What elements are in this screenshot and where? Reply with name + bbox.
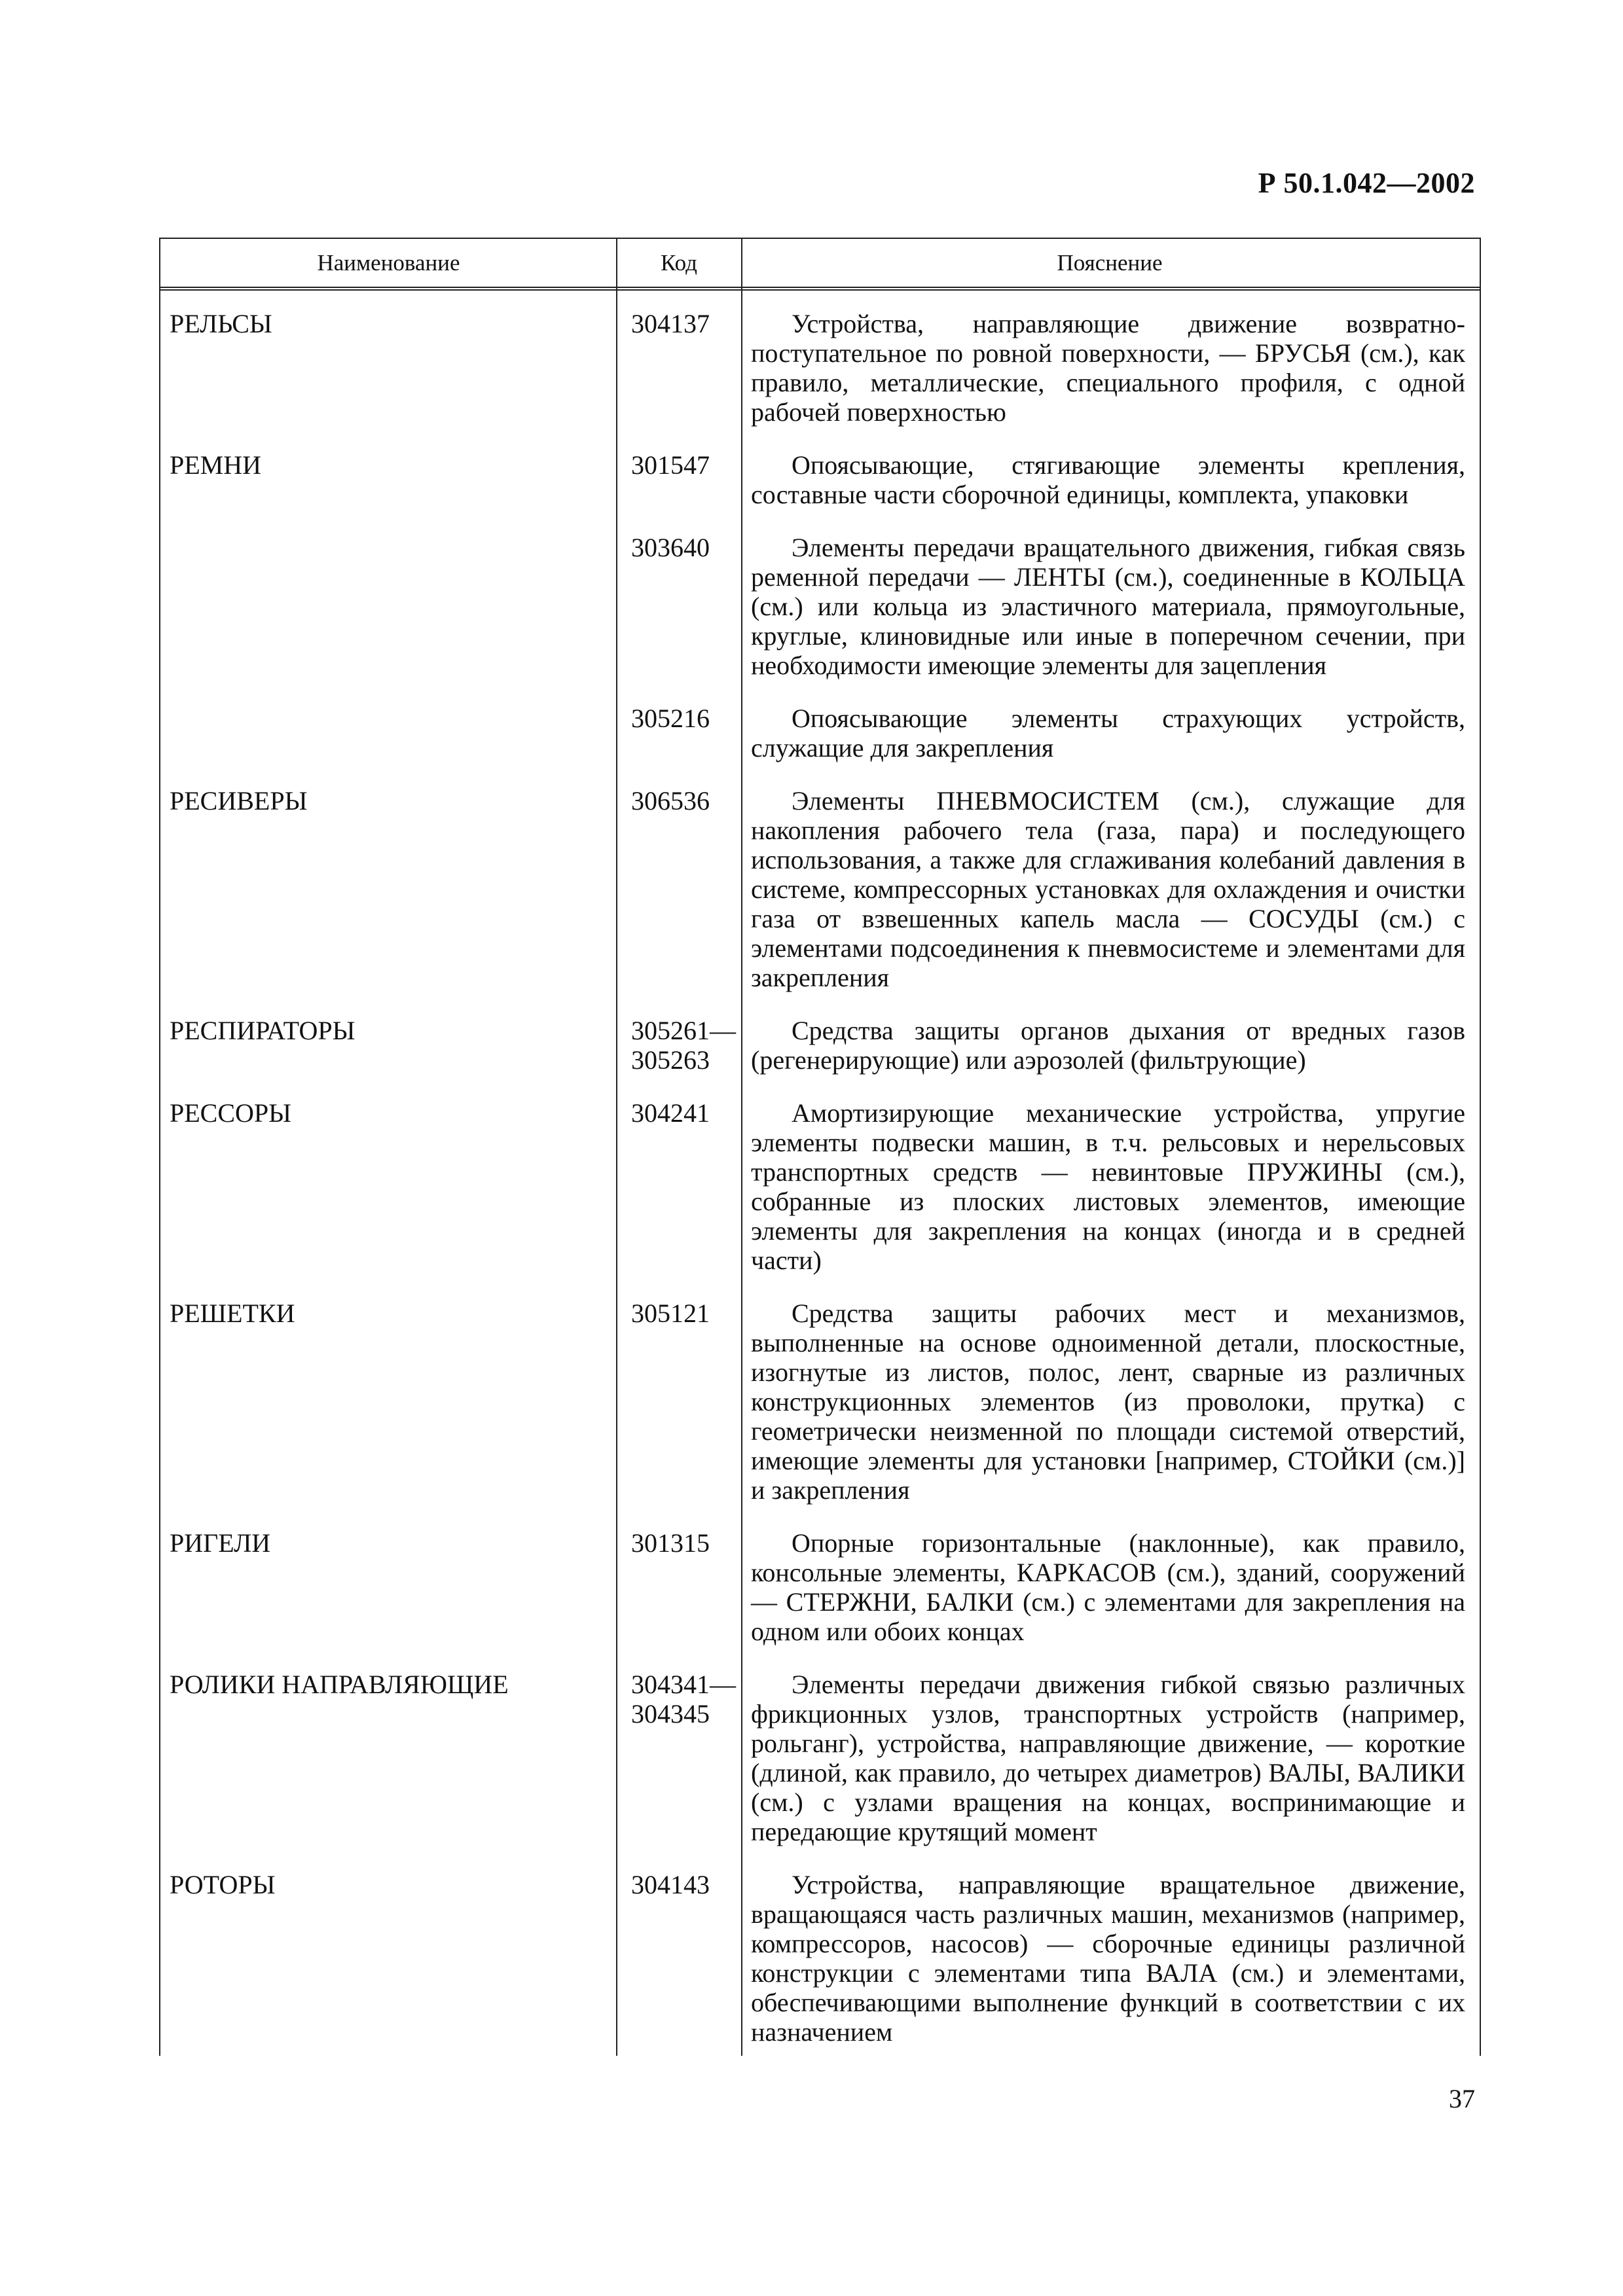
table-header <box>160 239 1480 291</box>
term-explanation: Элементы ПНЕВМОСИСТЕМ (см.), служащие для накопления рабочего тела (газа, пара) и последующего использования, а также для сглаживания колебаний давления в системе, компрессорных установках для охлаждения и очистки газа от взвешенных капель масла — СОСУДЫ (см.) с элементами подсоединения к пневмосистеме и элементами для закрепления <box>751 786 1465 992</box>
term-code: 301547 <box>631 450 710 480</box>
term-name: РИГЕЛИ <box>170 1528 271 1558</box>
term-explanation: Элементы передачи вращательного движения, гибкая связь ременной передачи — ЛЕНТЫ (см.), соединенные в КОЛЬЦА (см.) или кольца из эластичного материала, прямоугольные, круглые, клиновидные или иные в поперечном сечении, при необходимости имеющие элементы для зацепления <box>751 533 1465 680</box>
term-explanation: Опоясывающие, стягивающие элементы крепления, составные части сборочной единицы, комплекта, упаковки <box>751 450 1465 509</box>
table-row <box>160 1075 1480 1275</box>
document-code: Р 50.1.042—2002 <box>1258 167 1475 199</box>
term-explanation: Амортизирующие механические устройства, упругие элементы подвески машин, в т.ч. рельсовых и нерельсовых транспортных средств — невинтовые ПРУЖИНЫ (см.), собранные из плоских листовых элементов, имеющие элементы для закрепления на концах (иногда и в средней части) <box>751 1098 1465 1275</box>
term-name: РОТОРЫ <box>170 1870 276 1899</box>
term-code: 304143 <box>631 1870 710 1899</box>
table-row <box>160 509 1480 680</box>
column-header-code: Код <box>661 249 697 276</box>
table-row <box>160 1846 1480 2047</box>
term-name: РЕСПИРАТОРЫ <box>170 1016 356 1045</box>
term-explanation: Средства защиты рабочих мест и механизмов, выполненные на основе одноименной детали, плоскостные, изогнутые из листов, полос, лент, сварные из различных конструкционных элементов (из проволоки, прутка) с геометрически неизменной по площади системой отверстий, имеющие элементы для установки [например, СТОЙКИ (см.)] и закрепления <box>751 1299 1465 1505</box>
term-name: РЕШЕТКИ <box>170 1299 295 1328</box>
table-body <box>160 291 1480 2056</box>
table-row <box>160 1505 1480 1646</box>
term-explanation: Опорные горизонтальные (наклонные), как правило, консольные элементы, КАРКАСОВ (см.), зданий, сооружений — СТЕРЖНИ, БАЛКИ (см.) с элементами для закрепления на одном или обоих концах <box>751 1528 1465 1646</box>
terms-table <box>159 238 1481 2056</box>
term-explanation: Элементы передачи движения гибкой связью различных фрикционных узлов, транспортных устройств (например, рольганг), устройства, направляющие движение, — короткие (длиной, как правило, до четырех диаметров) ВАЛЫ, ВАЛИКИ (см.) с узлами вращения на концах, воспринимающие и передающие крутящий момент <box>751 1670 1465 1846</box>
column-header-explanation: Пояснение <box>1057 249 1163 276</box>
term-name: РЕЛЬСЫ <box>170 309 272 338</box>
term-name <box>160 533 617 680</box>
table-row <box>160 680 1480 762</box>
table-row <box>160 1646 1480 1846</box>
term-code: 303640 <box>631 533 710 562</box>
term-code: 305121 <box>631 1299 710 1328</box>
term-code: 304137 <box>631 309 710 338</box>
table-row <box>160 992 1480 1075</box>
table-row <box>160 1275 1480 1505</box>
term-code: 301315 <box>631 1528 710 1558</box>
term-name: РЕССОРЫ <box>170 1098 292 1128</box>
table-row <box>160 291 1480 427</box>
term-code: 304241 <box>631 1098 710 1128</box>
table-row <box>160 762 1480 992</box>
term-explanation: Устройства, направляющие вращательное движение, вращающаяся часть различных машин, механизмов (например, компрессоров, насосов) — сборочные единицы различной конструкции с элементами типа ВАЛА (см.) и элементами, обеспечивающими выполнение функций в соответствии с их назначением <box>751 1870 1465 2047</box>
term-name <box>160 704 617 762</box>
term-name: РЕСИВЕРЫ <box>170 786 308 816</box>
term-code: 304341— 304345 <box>631 1670 736 1729</box>
page-number: 37 <box>1449 2084 1475 2113</box>
term-explanation: Устройства, направляющие движение возвратно-поступательное по ровной поверхности, — БРУСЬЯ (см.), как правило, металлические, специального профиля, с одной рабочей поверхностью <box>751 309 1465 427</box>
term-name: РЕМНИ <box>170 450 262 480</box>
term-explanation: Средства защиты органов дыхания от вредных газов (регенерирующие) или аэрозолей (фильтрующие) <box>751 1016 1465 1075</box>
term-code: 306536 <box>631 786 710 816</box>
term-name: РОЛИКИ НАПРАВЛЯЮЩИЕ <box>170 1670 509 1699</box>
table-row <box>160 427 1480 509</box>
column-divider <box>616 239 617 2056</box>
column-header-name: Наименование <box>317 249 460 276</box>
term-explanation: Опоясывающие элементы страхующих устройств, служащие для закрепления <box>751 704 1465 762</box>
term-code: 305261— 305263 <box>631 1016 736 1075</box>
column-divider <box>741 239 742 2056</box>
term-code: 305216 <box>631 704 710 733</box>
